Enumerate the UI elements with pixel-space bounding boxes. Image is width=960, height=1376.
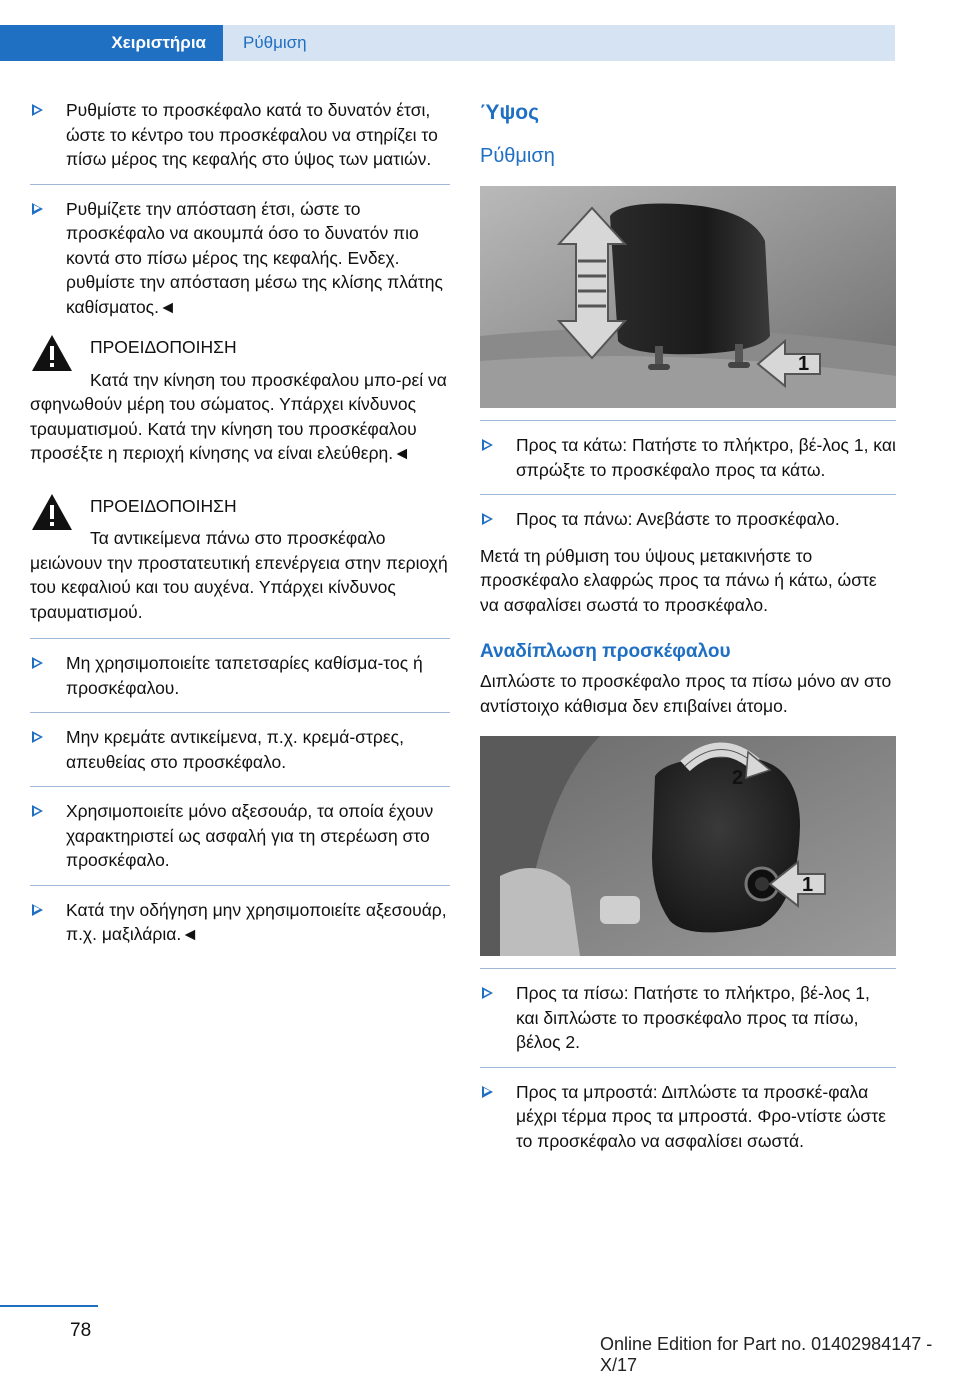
callout-2: 2 — [732, 767, 744, 789]
list-item-text: Ρυθμίζετε την απόσταση έτσι, ώστε το προσκέφαλο να ακουμπά όσο το δυνατόν πιο κοντά στο πίσω μέρος της κεφαλής. Ενδεχ. ρυθμίστε την απόσταση μέσω της κλίσης πλάτης καθίσματος.◄ — [66, 198, 443, 317]
headrest-height-illustration — [480, 186, 896, 408]
list-item — [480, 981, 896, 1055]
divider — [480, 968, 896, 969]
callout-1: 1 — [802, 874, 814, 896]
warning-block — [30, 333, 450, 466]
triangle-bullet-icon — [482, 513, 493, 525]
footer-divider — [0, 1305, 98, 1307]
triangle-bullet-icon — [482, 987, 493, 999]
edition-note: Online Edition for Part no. 01402984147 - X/17 — [600, 1334, 933, 1375]
list-item-text: Ρυθμίστε το προσκέφαλο κατά το δυνατόν έτσι, ώστε το κέντρο του προσκέφαλου να στηρίζει το πίσω μέρος της κεφαλής στο ύψος των ματιών. — [66, 100, 438, 169]
divider — [30, 712, 450, 713]
warning-block — [30, 492, 450, 625]
triangle-bullet-icon — [32, 657, 43, 669]
tab-adjustment[interactable]: Ρύθμιση — [223, 25, 895, 61]
list-item-text: Χρησιμοποιείτε μόνο αξεσουάρ, τα οποία έχουν χαρακτηριστεί ως ασφαλή για τη στερέωση στο προσκέφαλο. — [66, 801, 434, 870]
triangle-bullet-icon — [482, 1086, 493, 1098]
list-item — [30, 799, 450, 873]
tab-controls[interactable]: Χειριστήρια — [0, 25, 223, 61]
warning-title: ΠΡΟΕΙΔΟΠΟΙΗΣΗ — [90, 337, 237, 357]
divider — [480, 420, 896, 421]
list-item-text: Μη χρησιμοποιείτε ταπετσαρίες καθίσμα-τος ή προσκέφαλου. — [66, 653, 423, 698]
section-heading-fold: Αναδίπλωση προσκέφαλου — [480, 641, 731, 662]
list-item — [30, 197, 450, 320]
warning-triangle-icon — [30, 333, 74, 373]
warning-text-content: Τα αντικείμενα πάνω στο προσκέφαλο μειώνουν την προστατευτική επενέργεια στην περιοχή του κεφαλιού και του αυχένα. Υπάρχει κίνδυνος τραυματισμού. — [30, 528, 448, 622]
headrest-fold-image — [480, 736, 896, 956]
divider — [30, 184, 450, 185]
triangle-bullet-icon — [32, 104, 43, 116]
section-heading-height: Ύψος — [480, 101, 540, 124]
divider — [480, 1067, 896, 1068]
list-item-text: Κατά την οδήγηση μην χρησιμοποιείτε αξεσουάρ, π.χ. μαξιλάρια.◄ — [66, 899, 447, 944]
paragraph: Μετά τη ρύθμιση του ύψους μετακινήστε το προσκέφαλο ελαφρώς προς τα πάνω ή κάτω, ώστε να ασφαλίσει σωστά το προσκέφαλο. — [480, 545, 877, 615]
divider — [30, 786, 450, 787]
list-item-text: Προς τα κάτω: Πατήστε το πλήκτρο, βέ-λος 1, και σπρώξτε το προσκέφαλο προς τα κάτω. — [516, 435, 896, 480]
list-item — [30, 725, 450, 774]
subsection-heading-adjust: Ρύθμιση — [480, 145, 555, 167]
warning-text-content: Κατά την κίνηση του προσκέφαλου μπο-ρεί να σφηνωθούν μέρη του σώματος. Υπάρχει κίνδυνος τραυματισμού. Κατά την κίνηση του προσκέφαλου προσέξτε η περιοχή κίνησης να είναι ελεύθερη.◄ — [30, 369, 447, 463]
list-item — [30, 651, 450, 700]
paragraph: Διπλώστε το προσκέφαλο προς τα πίσω μόνο αν στο αντίστοιχο κάθισμα δεν επιβαίνει άτομο. — [480, 671, 892, 716]
warning-triangle-icon — [30, 492, 74, 532]
warning-title: ΠΡΟΕΙΔΟΠΟΙΗΣΗ — [90, 495, 237, 516]
list-item-text: Προς τα πίσω: Πατήστε το πλήκτρο, βέ-λος 1, και διπλώστε το προσκέφαλο προς τα πίσω, βέλος 2. — [516, 983, 870, 1052]
list-item — [480, 1080, 896, 1154]
warning-text — [30, 526, 450, 624]
list-item — [30, 898, 450, 947]
headrest-height-image — [480, 186, 896, 408]
page-number: 78 — [70, 1320, 92, 1341]
divider — [30, 638, 450, 639]
callout-1: 1 — [798, 353, 810, 375]
divider — [30, 885, 450, 886]
headrest-fold-illustration — [480, 736, 896, 956]
divider — [480, 494, 896, 495]
warning-text — [30, 368, 450, 466]
list-item — [480, 507, 896, 532]
list-item-text: Προς τα μπροστά: Διπλώστε τα προσκέ-φαλα μέχρι τέρμα προς τα μπροστά. Φρο-ντίστε ώστε το προσκέφαλο να ασφαλίσει σωστά. — [516, 1081, 886, 1151]
left-column — [30, 98, 450, 959]
right-column — [480, 98, 896, 1165]
triangle-bullet-icon — [32, 203, 43, 215]
section-tabs — [0, 25, 895, 61]
triangle-bullet-icon — [482, 439, 493, 451]
triangle-bullet-icon — [32, 904, 43, 916]
triangle-bullet-icon — [32, 731, 43, 743]
triangle-bullet-icon — [32, 805, 43, 817]
list-item-text: Μην κρεμάτε αντικείμενα, π.χ. κρεμά-στρες, απευθείας στο προσκέφαλο. — [66, 727, 404, 772]
list-item — [30, 98, 450, 172]
list-item-text: Προς τα πάνω: Ανεβάστε το προσκέφαλο. — [516, 509, 840, 529]
list-item — [480, 433, 896, 482]
